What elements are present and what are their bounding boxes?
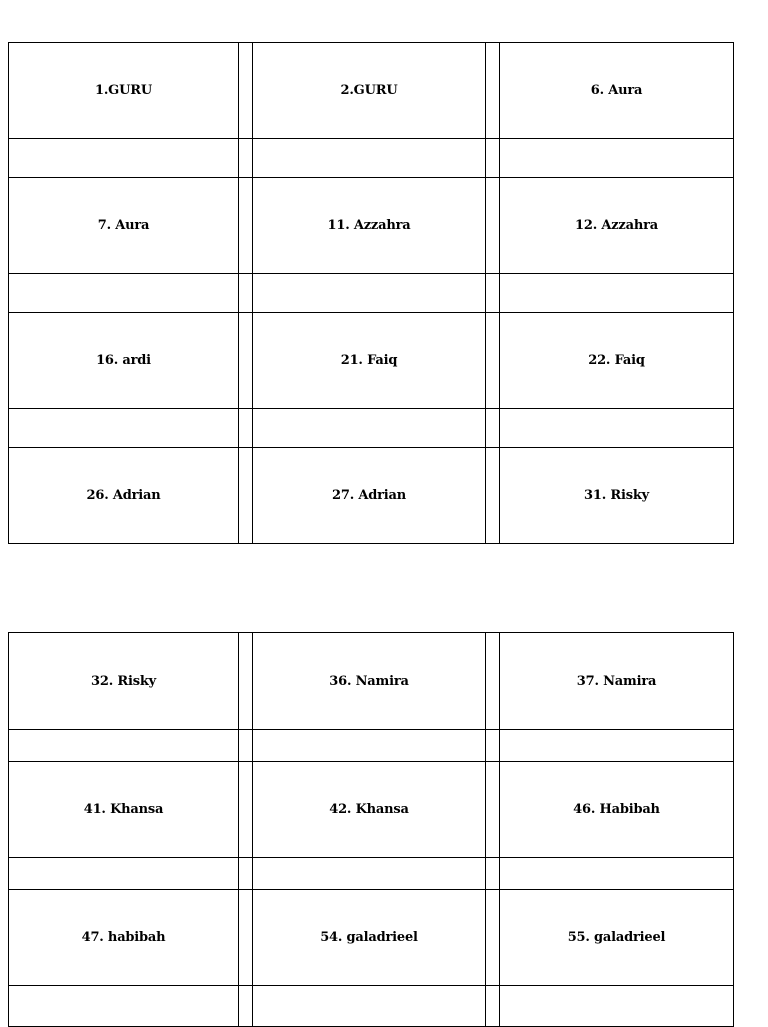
gap-cell xyxy=(486,274,500,313)
name-card: 31. Risky xyxy=(500,448,734,544)
name-card: 16. ardi xyxy=(9,313,239,409)
gap-cell xyxy=(239,43,253,139)
name-card: 1.GURU xyxy=(9,43,239,139)
spacer-cell xyxy=(500,858,734,890)
spacer-cell xyxy=(9,409,239,448)
spacer-cell xyxy=(9,730,239,762)
name-card: 7. Aura xyxy=(9,178,239,274)
card-row xyxy=(9,178,734,274)
card-row xyxy=(9,43,734,139)
spacer-cell xyxy=(500,730,734,762)
spacer-cell xyxy=(9,139,239,178)
card-row xyxy=(9,633,734,730)
gap-cell xyxy=(486,633,500,730)
spacer-row xyxy=(9,274,734,313)
name-card: 55. galadrieel xyxy=(500,890,734,986)
gap-cell xyxy=(239,274,253,313)
spacer-row xyxy=(9,730,734,762)
spacer-cell xyxy=(253,274,486,313)
gap-cell xyxy=(239,139,253,178)
name-card: 46. Habibah xyxy=(500,762,734,858)
gap-cell xyxy=(239,890,253,986)
spacer-row xyxy=(9,858,734,890)
spacer-cell xyxy=(500,139,734,178)
spacer-cell xyxy=(500,409,734,448)
spacer-row xyxy=(9,139,734,178)
name-card: 37. Namira xyxy=(500,633,734,730)
spacer-cell xyxy=(500,986,734,1027)
name-card: 21. Faiq xyxy=(253,313,486,409)
spacer-cell xyxy=(253,986,486,1027)
gap-cell xyxy=(239,633,253,730)
spacer-row xyxy=(9,409,734,448)
gap-cell xyxy=(486,313,500,409)
gap-cell xyxy=(486,139,500,178)
spacer-cell xyxy=(253,139,486,178)
card-row xyxy=(9,313,734,409)
name-card: 2.GURU xyxy=(253,43,486,139)
name-card: 36. Namira xyxy=(253,633,486,730)
gap-cell xyxy=(486,986,500,1027)
card-row xyxy=(9,890,734,986)
name-card-grid-top xyxy=(8,42,734,544)
name-card: 41. Khansa xyxy=(9,762,239,858)
spacer-cell xyxy=(253,730,486,762)
gap-cell xyxy=(486,890,500,986)
gap-cell xyxy=(486,730,500,762)
name-card: 26. Adrian xyxy=(9,448,239,544)
gap-cell xyxy=(239,178,253,274)
gap-cell xyxy=(486,858,500,890)
gap-cell xyxy=(486,43,500,139)
spacer-cell xyxy=(500,274,734,313)
gap-cell xyxy=(486,409,500,448)
gap-cell xyxy=(239,730,253,762)
name-card: 32. Risky xyxy=(9,633,239,730)
gap-cell xyxy=(239,409,253,448)
name-card: 12. Azzahra xyxy=(500,178,734,274)
gap-cell xyxy=(486,448,500,544)
gap-cell xyxy=(486,762,500,858)
card-row xyxy=(9,448,734,544)
gap-cell xyxy=(239,313,253,409)
spacer-row xyxy=(9,986,734,1027)
name-card: 22. Faiq xyxy=(500,313,734,409)
name-card: 11. Azzahra xyxy=(253,178,486,274)
spacer-cell xyxy=(9,274,239,313)
spacer-cell xyxy=(253,409,486,448)
gap-cell xyxy=(239,986,253,1027)
name-card: 47. habibah xyxy=(9,890,239,986)
gap-cell xyxy=(239,448,253,544)
gap-cell xyxy=(239,858,253,890)
name-card: 27. Adrian xyxy=(253,448,486,544)
card-row xyxy=(9,762,734,858)
gap-cell xyxy=(486,178,500,274)
spacer-cell xyxy=(9,986,239,1027)
name-card: 42. Khansa xyxy=(253,762,486,858)
name-card: 6. Aura xyxy=(500,43,734,139)
name-card-grid-bottom xyxy=(8,632,734,1027)
spacer-cell xyxy=(9,858,239,890)
gap-cell xyxy=(239,762,253,858)
name-card: 54. galadrieel xyxy=(253,890,486,986)
spacer-cell xyxy=(253,858,486,890)
